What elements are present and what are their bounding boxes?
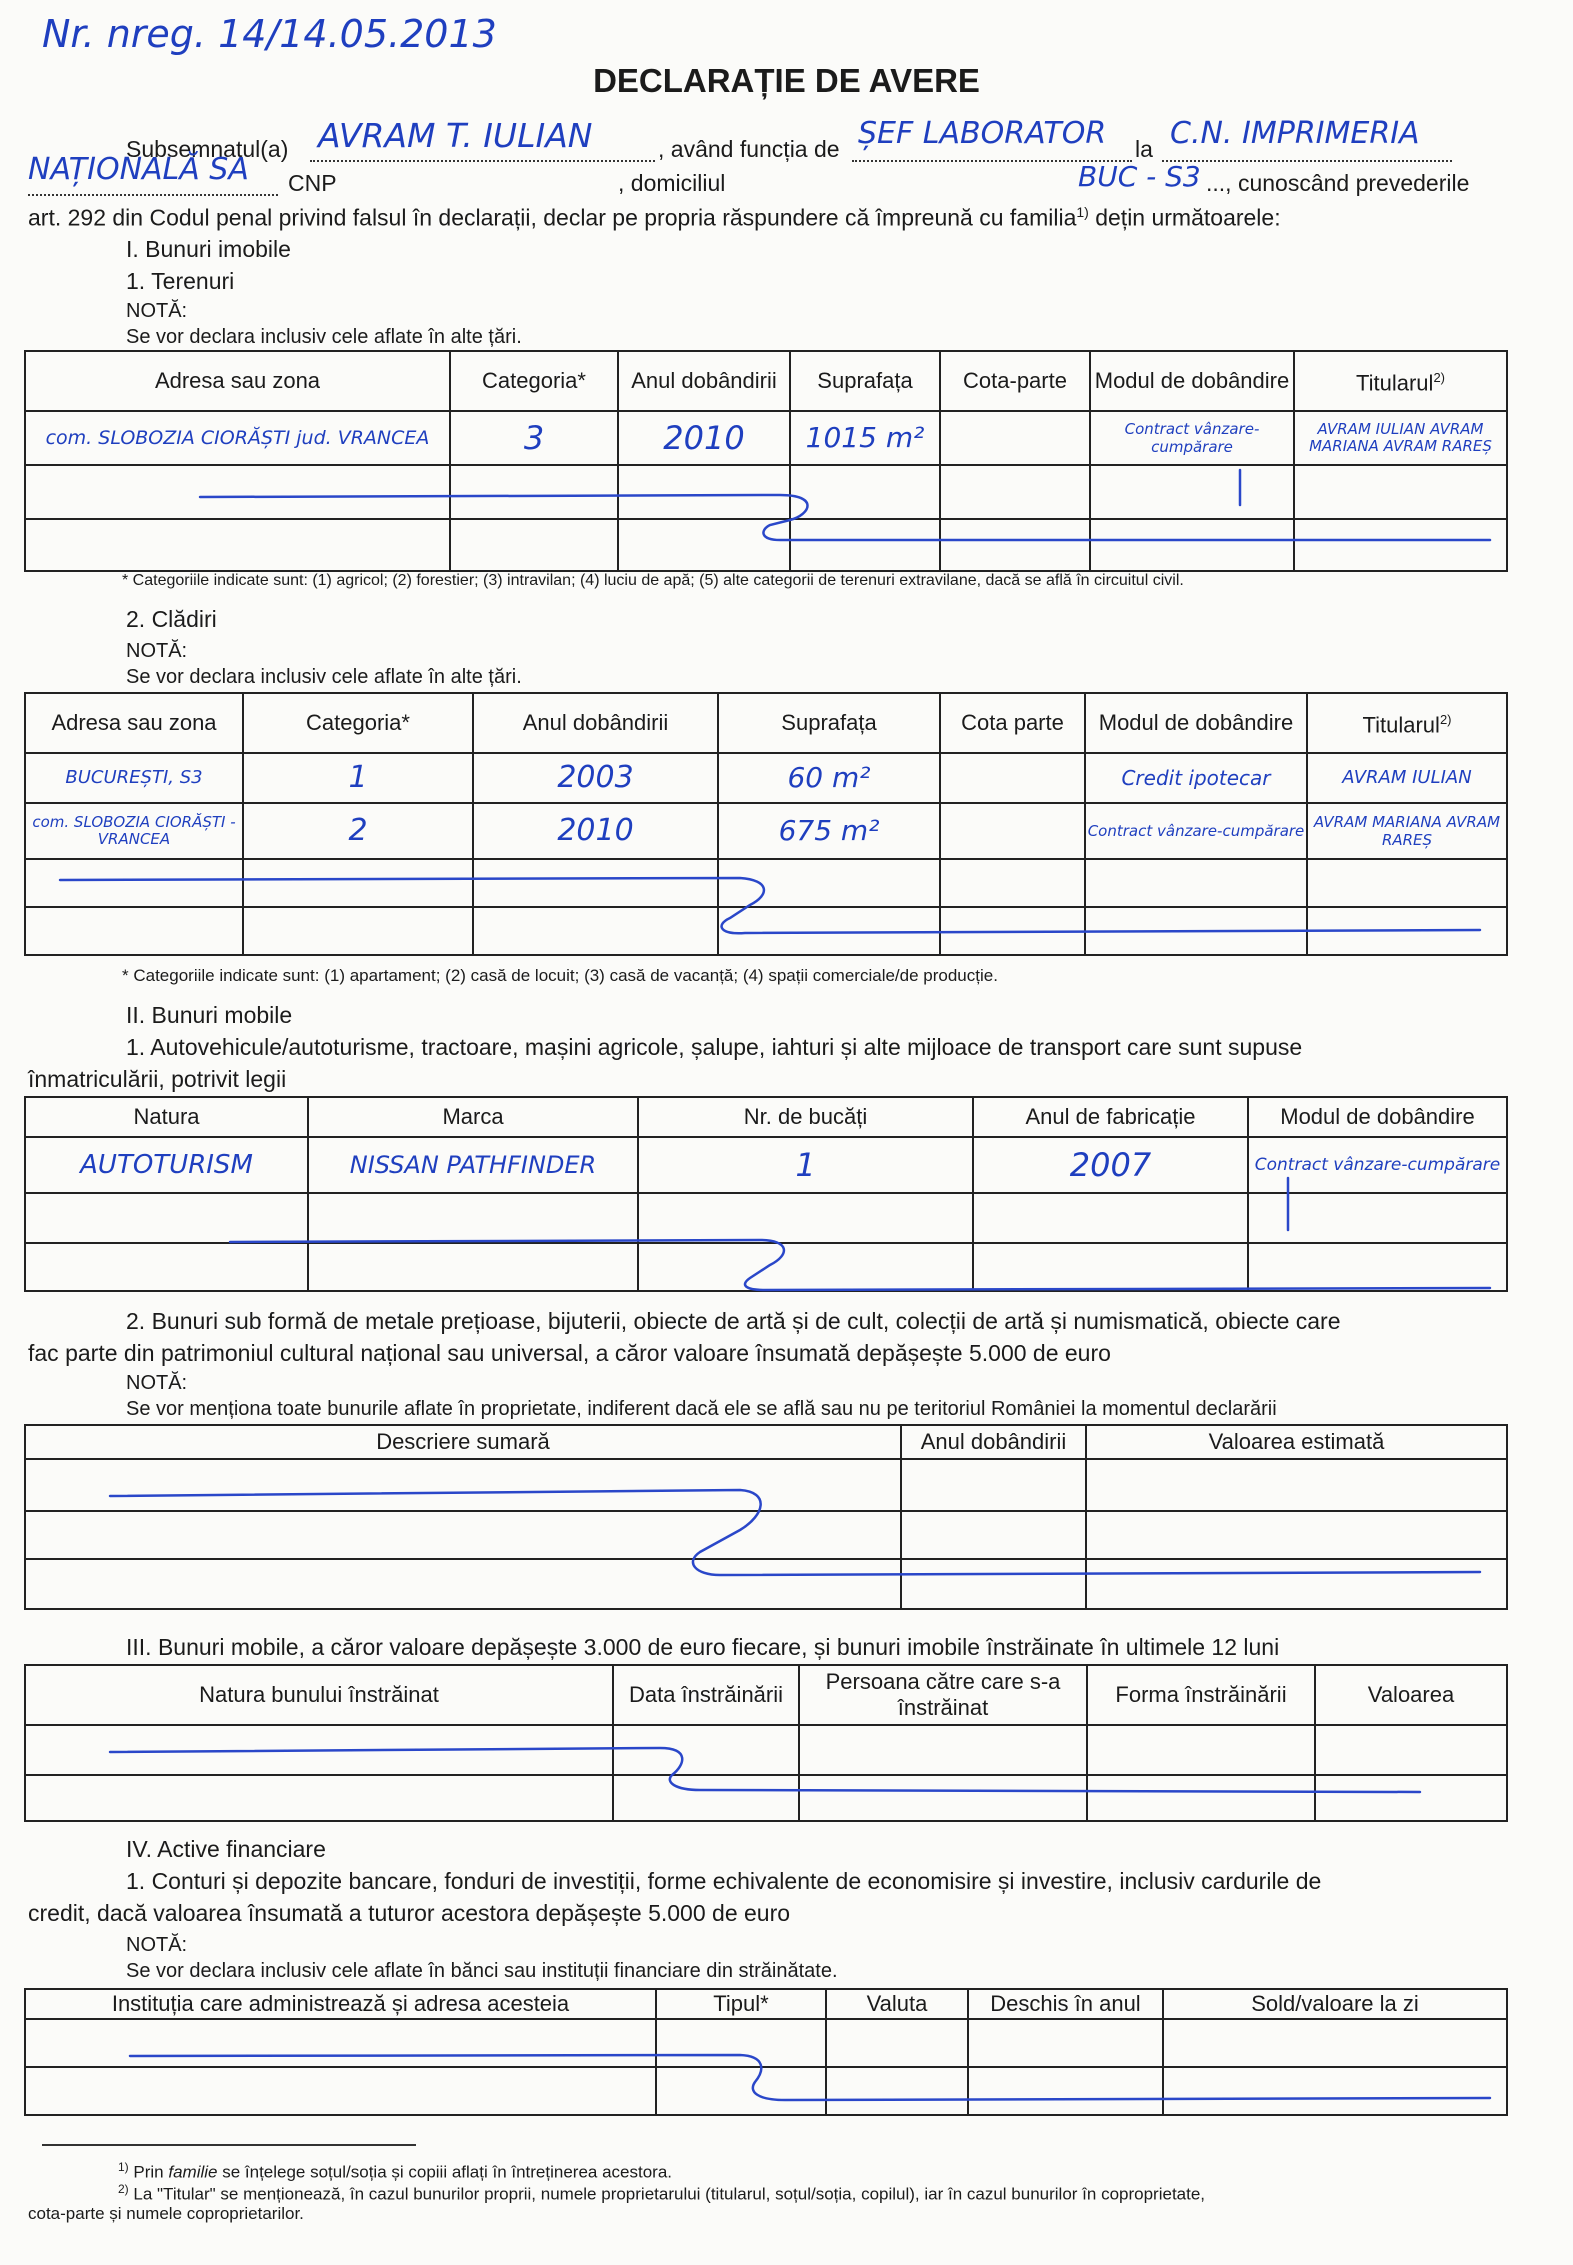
domiciliu-value: BUC - S3	[1078, 160, 1201, 193]
footnote-2: $^{2)}$ La "Titular" se menționează, în cazul bunurilor proprii, numele proprietarului (titularul, soțul/soția, copilul), iar în cazul bunurilor în coproprietate,	[118, 2182, 1206, 2204]
cell-categoria: 1	[243, 753, 473, 803]
pretioase-nota: NOTĂ:	[126, 1372, 188, 1394]
th-anul: Anul dobândirii	[473, 693, 718, 753]
conturi-nota-text: Se vor declara inclusiv cele aflate în bănci sau instituții financiare din străinătate.	[126, 1960, 838, 1982]
cladiri-nota-text: Se vor declara inclusiv cele aflate în alte țări.	[126, 666, 522, 688]
autovehicule-heading: 1. Autovehicule/autoturisme, tractoare, mașini agricole, șalupe, iahturi și alte mijloace de transport care sunt supuse	[126, 1034, 1303, 1060]
page-title: DECLARAȚIE DE AVERE	[593, 62, 980, 99]
cladiri-footnote: * Categoriile indicate sunt: (1) apartament; (2) casă de locuit; (3) casă de vacanță; (4) spații comerciale/de producție.	[122, 966, 998, 985]
th-adresa: Adresa sau zona	[25, 693, 243, 753]
cunoscand-text: ..., cunoscând prevederile	[1206, 170, 1470, 196]
la-label: la	[1135, 136, 1153, 162]
th-tipul: Tipul*	[656, 1989, 826, 2019]
cell-modul: Contract vânzare-cumpărare	[1090, 411, 1294, 465]
table-row	[25, 907, 1507, 955]
table-row	[25, 1559, 1507, 1609]
bunuri-pretioase-heading-2: fac parte din patrimoniul cultural național sau universal, a căror valoare însumată depășește 5.000 de euro	[28, 1340, 1111, 1366]
section2-heading: II. Bunuri mobile	[126, 1002, 293, 1028]
footnote-1: $^{1)}$ Prin familie se înțelege soțul/soția și copiii aflați în întreținerea acestora.	[118, 2160, 673, 2182]
th-anul: Anul dobândirii	[618, 351, 790, 411]
cell-adresa: BUCUREȘTI, S3	[25, 753, 243, 803]
terenuri-nota-text: Se vor declara inclusiv cele aflate în alte țări.	[126, 326, 522, 348]
function-label: , având funcția de	[658, 136, 840, 162]
th-categoria: Categoria*	[243, 693, 473, 753]
th-anul: Anul de fabricație	[973, 1097, 1248, 1137]
cell-titular: AVRAM MARIANA AVRAM RAREȘ	[1307, 803, 1507, 859]
subsemnatul-label: Subsemnatul(a)	[126, 136, 289, 162]
table-row	[25, 803, 1507, 859]
table-row	[25, 859, 1507, 907]
th-adresa: Adresa sau zona	[25, 351, 450, 411]
cladiri-table	[24, 692, 1508, 956]
pretioase-nota-text: Se vor menționa toate bunurile aflate în proprietate, indiferent dacă ele se află sau nu pe teritoriul României la momentul declarării	[126, 1398, 1277, 1420]
legal-statement: art. 292 din Codul penal privind falsul în declarații, declar pe propria răspundere că împreună cu familia$^{1)}$ dețin următoarele:	[28, 204, 1281, 231]
th-modul: Modul de dobândire	[1085, 693, 1307, 753]
th-valoare: Valoarea estimată	[1086, 1425, 1507, 1459]
table-row	[25, 1511, 1507, 1559]
autovehicule-table	[24, 1096, 1508, 1292]
domiciliu-label: , domiciliul	[618, 170, 726, 196]
cell-categoria: 3	[450, 411, 618, 465]
cell-suprafata: 60 m²	[718, 753, 940, 803]
table-row	[25, 1243, 1507, 1291]
cell-nr: 1	[638, 1137, 973, 1193]
terenuri-heading: 1. Terenuri	[126, 268, 235, 294]
terenuri-table	[24, 350, 1508, 572]
table-row	[25, 519, 1507, 571]
cell-titular: AVRAM IULIAN	[1307, 753, 1507, 803]
registration-note: Nr. nreg. 14/14.05.2013	[42, 12, 497, 56]
table-row	[25, 411, 1507, 465]
cell-cota	[940, 411, 1090, 465]
th-descriere: Descriere sumară	[25, 1425, 901, 1459]
conturi-nota: NOTĂ:	[126, 1934, 188, 1956]
table-row	[25, 1193, 1507, 1243]
institution-part2: NAȚIONALĂ SA	[28, 152, 249, 187]
table-row	[25, 753, 1507, 803]
table-row	[25, 2067, 1507, 2115]
cell-anul: 2010	[473, 803, 718, 859]
table-row	[25, 1137, 1507, 1193]
th-titular: Titularul$^{2)}$	[1294, 351, 1507, 411]
terenuri-footnote: * Categoriile indicate sunt: (1) agricol; (2) forestier; (3) intravilan; (4) luciu de apă; (5) alte categorii de terenuri extravilane, dacă se află în circuitul civil.	[122, 572, 1184, 589]
table-row	[25, 1775, 1507, 1821]
cell-natura: AUTOTURISM	[25, 1137, 308, 1193]
th-persoana: Persoana către care s-a înstrăinat	[799, 1665, 1087, 1725]
cell-modul: Credit ipotecar	[1085, 753, 1307, 803]
cell-modul: Contract vânzare-cumpărare	[1085, 803, 1307, 859]
declarant-function: ȘEF LABORATOR	[858, 116, 1107, 151]
cell-adresa: com. SLOBOZIA CIORĂȘTI - VRANCEA	[25, 803, 243, 859]
th-anul: Anul dobândirii	[901, 1425, 1086, 1459]
th-cota: Cota-parte	[940, 351, 1090, 411]
th-suprafata: Suprafața	[790, 351, 940, 411]
conturi-heading: 1. Conturi și depozite bancare, fonduri de investiții, forme echivalente de economisire și investire, inclusiv cardurile de	[126, 1868, 1322, 1894]
cell-titular: AVRAM IULIAN AVRAM MARIANA AVRAM RAREȘ	[1294, 411, 1507, 465]
th-valoarea: Valoarea	[1315, 1665, 1507, 1725]
cladiri-heading: 2. Clădiri	[126, 606, 217, 632]
cell-anul: 2007	[973, 1137, 1248, 1193]
cell-categoria: 2	[243, 803, 473, 859]
th-data: Data înstrăinării	[613, 1665, 799, 1725]
cell-suprafata: 675 m²	[718, 803, 940, 859]
th-forma: Forma înstrăinării	[1087, 1665, 1315, 1725]
institution-dotted-line-2	[28, 194, 278, 196]
th-categoria: Categoria*	[450, 351, 618, 411]
cell-marca: NISSAN PATHFINDER	[308, 1137, 638, 1193]
conturi-table	[24, 1988, 1508, 2116]
bunuri-pretioase-heading: 2. Bunuri sub formă de metale prețioase, bijuterii, obiecte de artă și de cult, colecții de artă și numismatică, obiecte care	[126, 1308, 1341, 1334]
th-modul: Modul de dobândire	[1090, 351, 1294, 411]
terenuri-nota: NOTĂ:	[126, 300, 188, 322]
th-deschis: Deschis în anul	[968, 1989, 1163, 2019]
cell-anul: 2003	[473, 753, 718, 803]
th-institutia: Instituția care administrează și adresa acesteia	[25, 1989, 656, 2019]
section3-heading: III. Bunuri mobile, a căror valoare depășește 3.000 de euro fiecare, și bunuri imobile înstrăinate în ultimele 12 luni	[126, 1634, 1280, 1660]
th-modul: Modul de dobândire	[1248, 1097, 1507, 1137]
instrainate-table	[24, 1664, 1508, 1822]
bunuri-pretioase-table	[24, 1424, 1508, 1610]
th-cota: Cota parte	[940, 693, 1085, 753]
name-dotted-line	[310, 160, 655, 162]
th-natura: Natura bunului înstrăinat	[25, 1665, 613, 1725]
th-sold: Sold/valoare la zi	[1163, 1989, 1507, 2019]
table-row	[25, 465, 1507, 519]
autovehicule-heading-2: înmatriculării, potrivit legii	[28, 1066, 287, 1092]
section1-heading: I. Bunuri imobile	[126, 236, 291, 262]
th-titular: Titularul$^{2)}$	[1307, 693, 1507, 753]
footnote-divider	[42, 2144, 416, 2146]
section4-heading: IV. Active financiare	[126, 1836, 326, 1862]
cell-suprafata: 1015 m²	[790, 411, 940, 465]
declarant-name: AVRAM T. IULIAN	[318, 116, 593, 155]
cell-modul: Contract vânzare-cumpărare	[1248, 1137, 1507, 1193]
cnp-label: CNP	[288, 170, 337, 196]
th-nr: Nr. de bucăți	[638, 1097, 973, 1137]
table-row	[25, 1725, 1507, 1775]
cladiri-nota: NOTĂ:	[126, 640, 188, 662]
cell-adresa: com. SLOBOZIA CIORĂȘTI jud. VRANCEA	[25, 411, 450, 465]
conturi-heading-2: credit, dacă valoarea însumată a tuturor acestora depășește 5.000 de euro	[28, 1900, 791, 1926]
th-natura: Natura	[25, 1097, 308, 1137]
institution-part1: C.N. IMPRIMERIA	[1170, 116, 1420, 151]
th-suprafata: Suprafața	[718, 693, 940, 753]
th-valuta: Valuta	[826, 1989, 968, 2019]
table-row	[25, 2019, 1507, 2067]
institution-dotted-line	[1162, 160, 1452, 162]
table-row	[25, 1459, 1507, 1511]
th-marca: Marca	[308, 1097, 638, 1137]
footnote-2-cont: cota-parte și numele coproprietarilor.	[28, 2204, 304, 2223]
cell-anul: 2010	[618, 411, 790, 465]
